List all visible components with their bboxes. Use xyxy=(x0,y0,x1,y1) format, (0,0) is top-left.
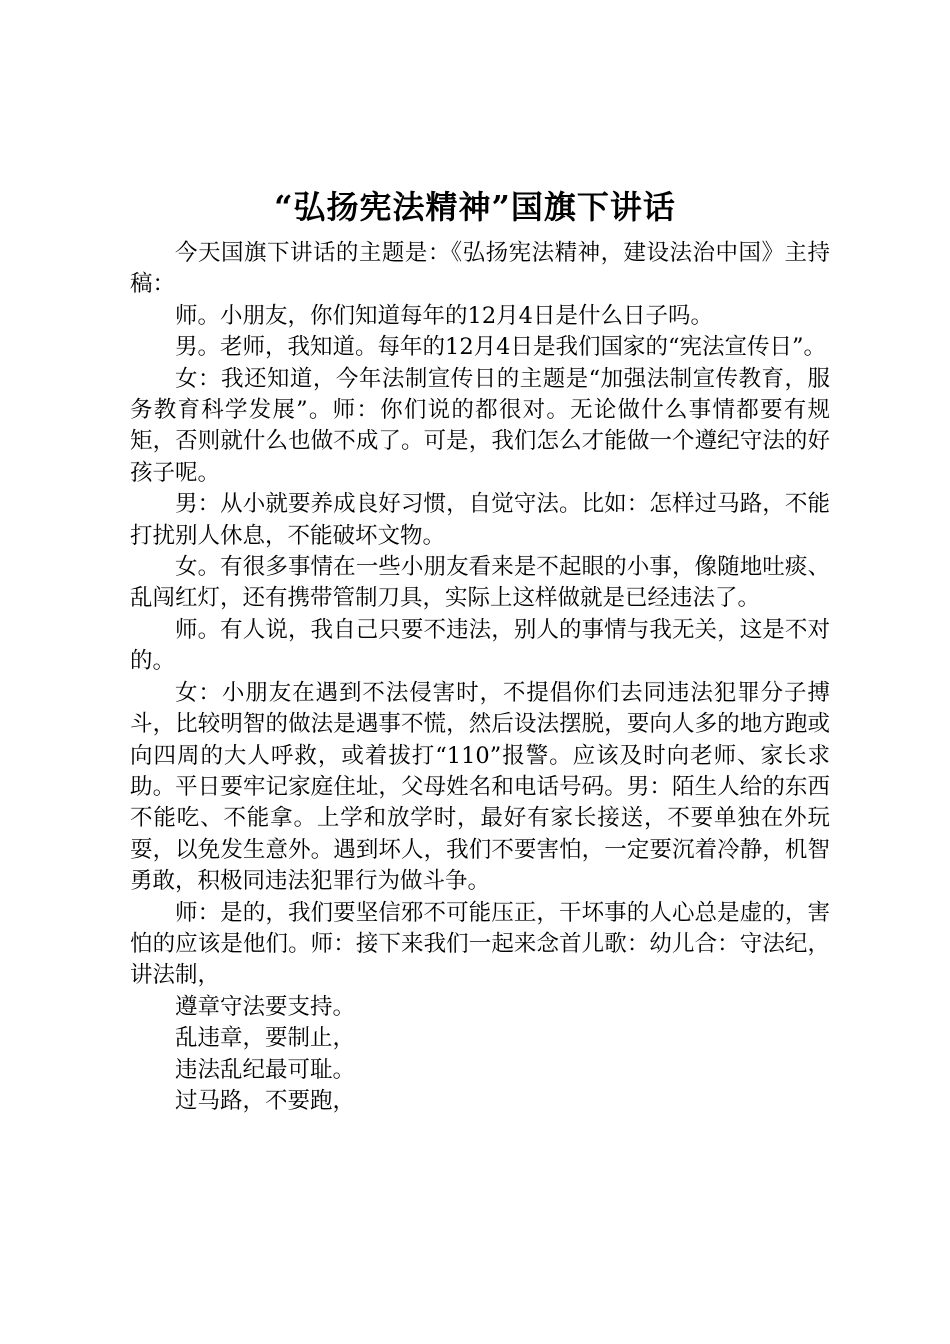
rhyme-line-4: 过马路，不要跑， xyxy=(175,1087,356,1114)
rhyme-line-3: 违法乱纪最可耻。 xyxy=(175,1056,356,1083)
document-title: “弘扬宪法精神”国旗下讲话 xyxy=(274,188,676,226)
paragraph-5: 男：从小就要养成良好习惯，自觉守法。比如：怎样过马路，不能打扰别人休息，不能破坏文物。 xyxy=(130,491,830,549)
document-body xyxy=(130,238,830,1117)
paragraph-7: 师。有人说，我自己只要不违法，别人的事情与我无关，这是不对的。 xyxy=(130,616,830,675)
rhyme-line-2: 乱违章，要制止， xyxy=(175,1025,356,1052)
paragraph-1: 今天国旗下讲话的主题是：《弘扬宪法精神，建设法治中国》主持稿： xyxy=(130,240,830,298)
paragraph-4: 女：我还知道，今年法制宣传日的主题是“加强法制宣传教育，服务教育科学发展”。师：你们说的都很对。无论做什么事情都要有规矩，否则就什么也做不成了。可是，我们怎么才能做一个遵纪守法的好孩子呢。 xyxy=(130,365,830,486)
paragraph-9: 师：是的，我们要坚信邪不可能压正，干坏事的人心总是虚的，害怕的应该是他们。师：接下来我们一起来念首儿歌：幼儿合：守法纪，讲法制， xyxy=(130,899,830,989)
rhyme-line-1: 遵章守法要支持。 xyxy=(175,993,356,1020)
paragraph-3: 男。老师，我知道。每年的12月4日是我们国家的“宪法宣传日”。 xyxy=(175,334,826,361)
paragraph-8: 女：小朋友在遇到不法侵害时，不提倡你们去同违法犯罪分子搏斗，比较明智的做法是遇事不慌，然后设法摆脱，要向人多的地方跑或向四周的大人呼救，或着拔打“110”报警。应该及时向老师、家长求助。平日要牢记家庭住址，父母姓名和电话号码。男：陌生人给的东西不能吃、不能拿。上学和放学时，最好有家长接送，不要单独在外玩耍，以免发生意外。遇到坏人，我们不要害怕，一定要沉着冷静，机智勇敢，积极同违法犯罪行为做斗争。 xyxy=(130,679,830,895)
paragraph-6: 女。有很多事情在一些小朋友看来是不起眼的小事，像随地吐痰、乱闯红灯，还有携带管制刀具，实际上这样做就是已经违法了。 xyxy=(130,554,830,612)
paragraph-2: 师。小朋友，你们知道每年的12月4日是什么日子吗。 xyxy=(175,302,713,329)
